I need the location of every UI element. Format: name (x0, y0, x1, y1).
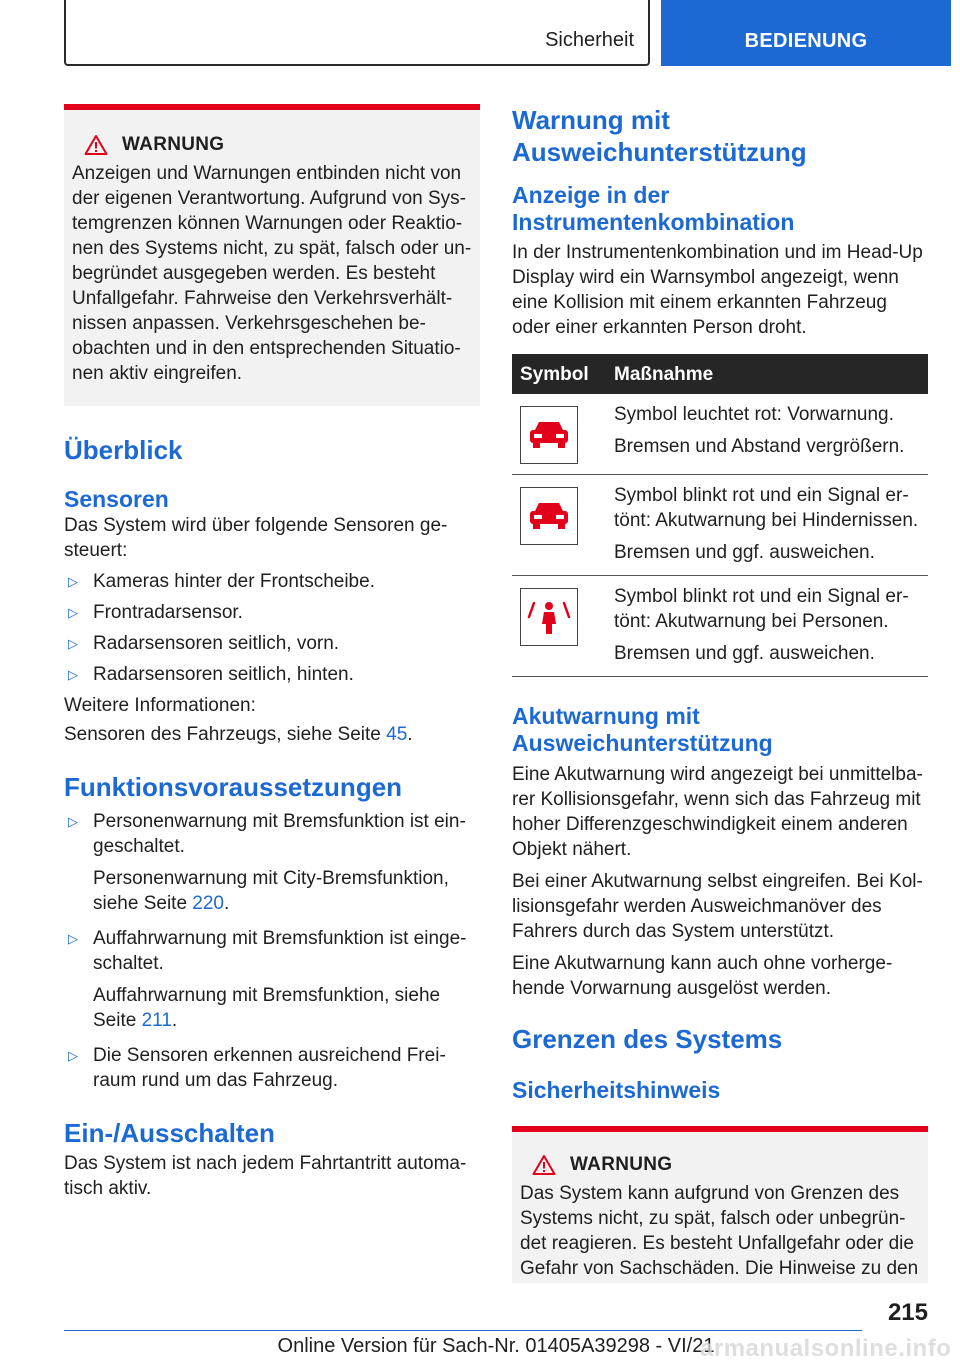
header-section-box (64, 0, 650, 66)
warning-triangle-icon (532, 1154, 556, 1176)
acute-paragraph: Eine Akutwarnung wird angezeigt bei unmittelbarer Kollisionsgefahr, wenn sich das Fahrzeug mit hoher Differenzgeschwindigkeit einem anderen Objekt nähert. (512, 764, 923, 860)
list-arrow-icon: ▷ (68, 931, 78, 946)
header-section-title: Sicherheit (545, 29, 634, 51)
evasion-warning-heading: Warnung mit Ausweichunterstützung (512, 105, 807, 167)
car-warning-icon (520, 406, 578, 464)
warning-box (512, 1126, 928, 1283)
right-column (512, 104, 928, 1283)
sensors-reference: Sensoren des Fahrzeugs, siehe Seite 45. (64, 724, 413, 745)
pedestrian-warning-icon (520, 588, 578, 646)
header-chapter-tab[interactable]: BEDIENUNG (661, 0, 951, 66)
onoff-heading: Ein-/Ausschalten (64, 1118, 275, 1148)
warning-title: WARNUNG (122, 134, 225, 155)
warning-title: WARNUNG (570, 1154, 673, 1175)
warning-box (64, 104, 480, 406)
warning-text: Das System kann aufgrund von Grenzen des Systems nicht, zu spät, falsch oder unbegründet reagieren. Es besteht Unfallgefahr oder die Gefahr von Sachschäden. Die Hinweise zu den (520, 1183, 919, 1279)
list-arrow-icon: ▷ (68, 605, 78, 620)
sensors-list (64, 569, 480, 687)
list-arrow-icon: ▷ (68, 814, 78, 829)
onoff-text: Das System ist nach jedem Fahrtantritt automatisch aktiv. (64, 1153, 467, 1199)
acute-paragraph: Bei einer Akutwarnung selbst eingreifen. Bei Kollisionsgefahr werden Ausweichmanöver des Fahrers durch das System unterstützt. (512, 871, 923, 942)
requirements-heading: Funktionsvoraussetzungen (64, 772, 403, 802)
col-symbol-header: Symbol (512, 354, 606, 394)
table-header-row (512, 354, 928, 394)
warning-header (532, 1152, 920, 1177)
more-info-label: Weitere Informationen: (64, 695, 256, 716)
list-arrow-icon: ▷ (68, 574, 78, 589)
acute-warning-heading: Akutwarnung mit Ausweichunterstützung (512, 703, 773, 756)
display-heading: Anzeige in der Instrumentenkombination (512, 182, 795, 235)
list-item: ▷ Radarsensoren seitlich, vorn. (64, 631, 480, 656)
list-arrow-icon: ▷ (68, 1048, 78, 1063)
symbol-table (512, 354, 928, 677)
page-link-45[interactable]: 45 (386, 724, 408, 745)
sensors-heading: Sensoren (64, 486, 169, 512)
table-row: Symbol leuchtet rot: Vorwarnung. Bremsen und Abstand vergrößern. (512, 394, 928, 475)
table-row: Symbol blinkt rot und ein Signal ertönt: Akutwarnung bei Hindernissen. Bremsen und ggf. ausweichen. (512, 475, 928, 576)
list-item: ▷ Kameras hinter der Frontscheibe. (64, 569, 480, 594)
online-version-label: Online Version für Sach-Nr. 01405A39298 - VI/21 (277, 1335, 715, 1357)
left-column (64, 104, 480, 1201)
col-action-header: Maßnahme (606, 354, 928, 394)
car-warning-icon (520, 487, 578, 545)
sensors-intro: Das System wird über folgende Sensoren gesteuert: (64, 515, 448, 561)
page-link-211[interactable]: 211 (141, 1010, 172, 1031)
list-item: ▷ Radarsensoren seitlich, hinten. (64, 662, 480, 687)
display-text: In der Instrumentenkombination und im Head-Up Display wird ein Warnsymbol angezeigt, wenn eine Kollision mit einem erkannten Fahrzeug oder einer erkannten Person droht. (512, 242, 923, 338)
list-item: ▷ Auffahrwarnung mit Bremsfunktion ist eingeschaltet. Auffahrwarnung mit Bremsfunktion, siehe Seite 211. (64, 926, 480, 1033)
limits-heading: Grenzen des Systems (512, 1024, 783, 1054)
warning-text: Anzeigen und Warnungen entbinden nicht von der eigenen Verantwortung. Aufgrund von Systemgrenzen können Warnungen oder Reaktionen des Systems nicht, zu spät, falsch oder unbegründet ausgegeben werden. Es besteht Unfallgefahr. Fahrweise den Verkehrsverhältnissen anpassen. Verkehrsgeschehen beobachten und in den entsprechenden Situationen aktiv eingreifen. (72, 163, 472, 384)
warning-triangle-icon (84, 134, 108, 156)
list-item: ▷ Personenwarnung mit Bremsfunktion ist eingeschaltet. Personenwarnung mit City-Bremsfunktion, siehe Seite 220. (64, 809, 480, 916)
list-arrow-icon: ▷ (68, 667, 78, 682)
overview-heading: Überblick (64, 435, 183, 465)
warning-header (84, 132, 472, 157)
safety-heading: Sicherheitshinweis (512, 1077, 721, 1103)
list-item: ▷ Frontradarsensor. (64, 600, 480, 625)
page-link-220[interactable]: 220 (192, 893, 224, 914)
footer-divider (64, 1330, 862, 1331)
list-arrow-icon: ▷ (68, 636, 78, 651)
table-row: Symbol blinkt rot und ein Signal ertönt: Akutwarnung bei Personen. Bremsen und ggf. ausweichen. (512, 576, 928, 677)
watermark: armanualsonline.info (700, 1335, 952, 1362)
list-item: ▷ Die Sensoren erkennen ausreichend Freiraum rund um das Fahrzeug. (64, 1043, 480, 1093)
requirements-list (64, 809, 480, 1093)
acute-paragraph: Eine Akutwarnung kann auch ohne vorhergehende Vorwarnung ausgelöst werden. (512, 953, 893, 999)
page-number: 215 (887, 1299, 928, 1326)
